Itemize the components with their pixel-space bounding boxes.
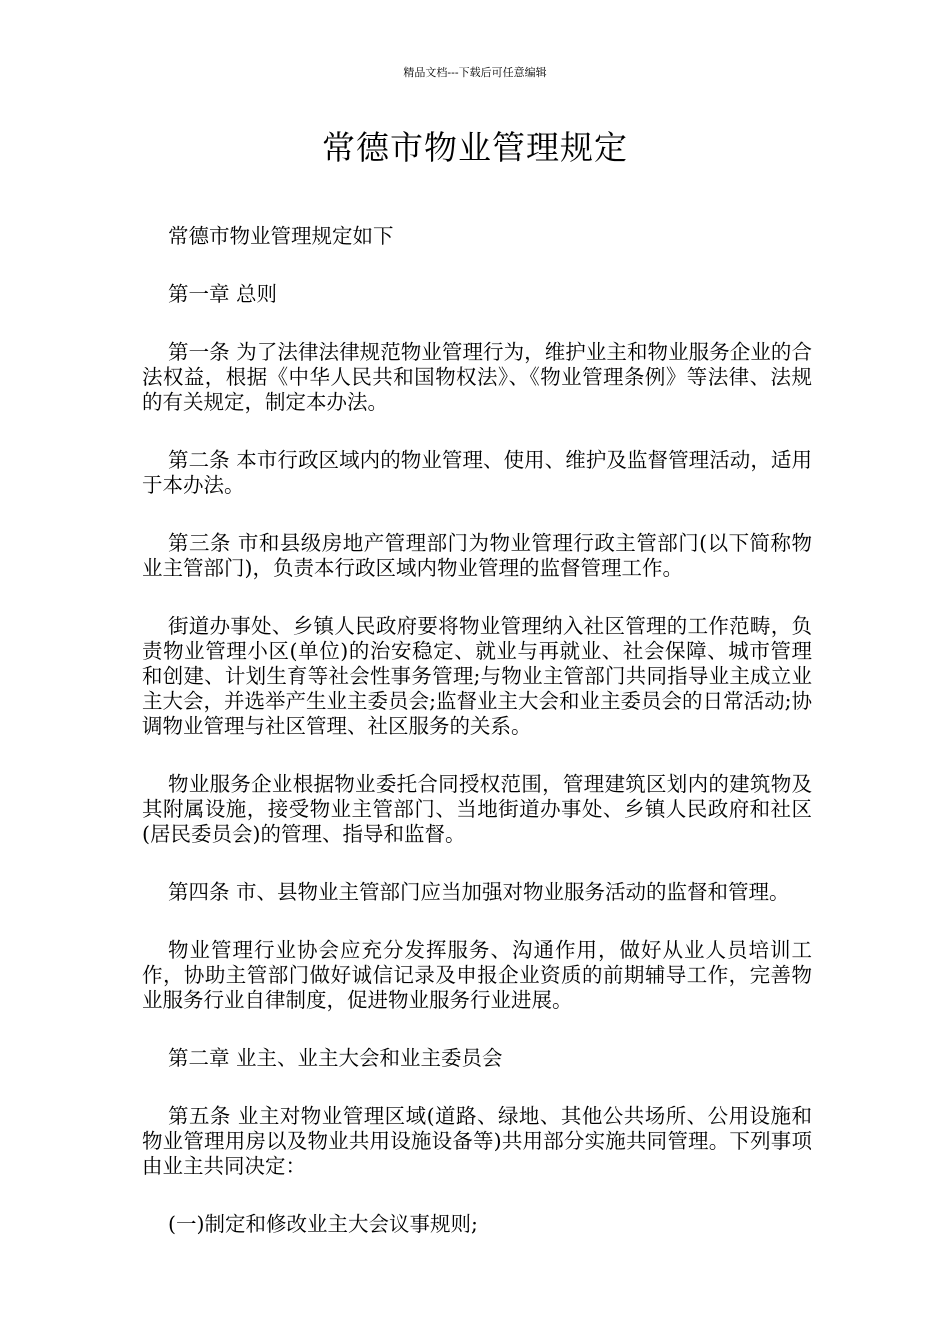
document-body: [142, 224, 812, 1270]
article-paragraph: 第二条 本市行政区域内的物业管理、使用、维护及监督管理活动，适用于本办法。: [142, 448, 812, 497]
document-title: 常德市物业管理规定: [322, 128, 628, 167]
chapter-heading: 第一章 总则: [168, 282, 278, 306]
chapter-heading: 第二章 业主、业主大会和业主委员会: [168, 1046, 503, 1070]
article-paragraph: 第三条 市和县级房地产管理部门为物业管理行政主管部门(以下简称物业主管部门)，负责本行政区域内物业管理的监督管理工作。: [142, 531, 812, 580]
page-header-watermark: 精品文档---下载后可任意编辑: [403, 66, 547, 79]
body-paragraph: 物业服务企业根据物业委托合同授权范围，管理建筑区划内的建筑物及其附属设施，接受物业主管部门、当地街道办事处、乡镇人民政府和社区(居民委员会)的管理、指导和监督。: [142, 772, 812, 846]
list-item: (一)制定和修改业主大会议事规则;: [168, 1212, 478, 1236]
body-paragraph: 物业管理行业协会应充分发挥服务、沟通作用，做好从业人员培训工作，协助主管部门做好诚信记录及申报企业资质的前期辅导工作，完善物业服务行业自律制度，促进物业服务行业进展。: [142, 938, 812, 1012]
article-paragraph: 第五条 业主对物业管理区域(道路、绿地、其他公共场所、公用设施和物业管理用房以及物业共用设施设备等)共用部分实施共同管理。下列事项由业主共同决定：: [142, 1104, 812, 1178]
body-paragraph: 街道办事处、乡镇人民政府要将物业管理纳入社区管理的工作范畴，负责物业管理小区(单位)的治安稳定、就业与再就业、社会保障、城市管理和创建、计划生育等社会性事务管理;与物业主管部门共同指导业主成立业主大会，并选举产生业主委员会;监督业主大会和业主委员会的日常活动;协调物业管理与社区管理、社区服务的关系。: [142, 614, 812, 738]
article-paragraph: 第四条 市、县物业主管部门应当加强对物业服务活动的监督和管理。: [168, 880, 790, 904]
intro-paragraph: 常德市物业管理规定如下: [168, 224, 394, 248]
article-paragraph: 第一条 为了法律法律规范物业管理行为，维护业主和物业服务企业的合法权益，根据《中华人民共和国物权法》、《物业管理条例》等法律、法规的有关规定，制定本办法。: [142, 340, 812, 414]
